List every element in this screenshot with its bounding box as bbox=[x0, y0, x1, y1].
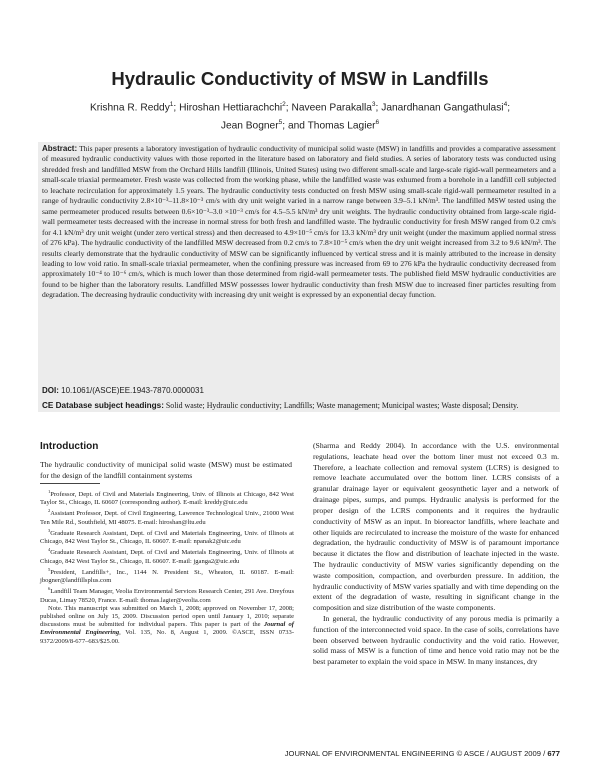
author-name: Krishna R. Reddy bbox=[89, 102, 170, 114]
intro-right-column bbox=[313, 441, 559, 668]
footnote: $^3$Graduate Research Assistant, Dept. of Civil and Materials Engineering, Univ. of Illinois at Chicago, 842 West Taylor St., Chicago, IL 60607. E-mail: npanak2@uic.edu bbox=[40, 527, 294, 546]
abstract-text: This paper presents a laboratory investigation of hydraulic conductivity of municipal solid waste (MSW) in landfills and provides a comparative assessment of measured hydraulic conductivity values with those reported in the literature based on laboratory and field studies. A series of laboratory tests was conducted using shredded fresh and landfilled MSW from the Orchard Hills landfill (Illinois, United States) using two different small-scale and large-scale rigid-wall permeameters and a small-scale triaxial permeameter. Fresh waste was collected from the working phase, while the landfilled waste was exhumed from a borehole in a landfill cell subjected to leachate recirculation for approximately 1.5 years. The hydraulic conductivity tests conducted on fresh MSW using small-scale rigid-wall permeameter resulted in a range of hydraulic conductivity 2.8×10⁻³–11.8×10⁻³ cm/s with dry unit weight varied in a narrow range between 3.9–5.1 kN/m³. The landfilled MSW tested using the same permeameter produced results between 0.6×10⁻³–3.0 ×10⁻³ cm/s for 4.5–5.5 kN/m³ dry unit weights. The hydraulic conductivity obtained from large-scale rigid-wall permeameter tests decreased with the increase in normal stress for both fresh and landfilled waste. The hydraulic conductivity for fresh MSW ranged from 0.2 cm/s for 4.1 kN/m³ dry unit weight (under zero vertical stress) and then decreased to 4.9×10⁻⁵ cm/s for 13.3 kN/m³ dry unit weight (under the maximum applied normal stress of 276 kPa). The hydraulic conductivity of the landfilled MSW decreased from 0.2 cm/s to 7.8×10⁻⁵ cm/s when the dry unit weight increased from 3.2 to 9.6 kN/m³. The results clearly demonstrate that the hydraulic conductivity of MSW can be significantly influenced by vertical stress and it is mainly attributed to the increase in density leading to low void ratio. In small-scale triaxial permeameter, when the confining pressure was increased from 69 to 276 kPa the hydraulic conductivity decreased from approximately 10⁻⁴ to 10⁻⁶ cm/s, which is much lower than those determined from rigid-wall permeameter tests. The published field MSW hydraulic conductivities are found to be higher than the laboratory results. Landfilled MSW possesses lower hydraulic conductivity than fresh MSW due to increased finer particles resulting from degradation. The decreasing hydraulic conductivity with increasing dry unit weight is expressed by an exponential decay function. bbox=[42, 144, 556, 300]
footnote: $^2$Assistant Professor, Dept. of Civil Engineering, Lawrence Technological Univ., 21000 West Ten Mile Rd., Southfield, MI 48075. E-mail: hiroshan@ltu.edu bbox=[40, 508, 294, 526]
doi-value[interactable]: 10.1061/(ASCE)EE.1943-7870.0000031 bbox=[61, 386, 204, 395]
intro-left-paragraph: The hydraulic conductivity of municipal solid waste (MSW) must be estimated for the design of the landfill containment systems bbox=[40, 460, 292, 480]
subject-headings-text: Solid waste; Hydraulic conductivity; Landfills; Waste management; Municipal wastes; Waste disposal; Density. bbox=[165, 401, 519, 410]
footnote: $^4$Graduate Research Assistant, Dept. of Civil and Materials Engineering, Univ. of Illinois at Chicago, 842 West Taylor St., Chicago, IL 60607. E-mail: jganga2@uic.edu bbox=[40, 547, 294, 565]
intro-paragraph: In general, the hydraulic conductivity of any porous media is primarily a function of the interconnected void space. In the case of soils, correlations have been observed between hydraulic conductivity and the void ratio. However, solid mass of MSW is a function of time and hence void ratio may not be the best parameter to explain the void space in MSW. In many instances, dry bbox=[313, 614, 559, 667]
page-number: 677 bbox=[547, 749, 560, 758]
footnote: $^1$Professor, Dept. of Civil and Materials Engineering, Univ. of Illinois at Chicago, 842 West Taylor St., Chicago, IL 60607 (corresponding author). E-mail: kreddy@uic.edu bbox=[40, 489, 294, 507]
author-list: Krishna R. Reddy$^1$; Hiroshan Hettiarachchi$^2$; Naveen Parakalla$^3$; Janardhanan Gangathulasi$^4$; Jean Bogner$^5$; and Thomas Lagier$^6$ bbox=[89, 101, 511, 132]
abstract bbox=[42, 144, 556, 301]
doi-label: DOI: bbox=[42, 386, 59, 395]
section-heading-introduction: Introduction bbox=[40, 441, 99, 452]
page-footer bbox=[230, 749, 560, 758]
author-name: and Thomas Lagier bbox=[287, 120, 376, 132]
footnote: $^6$Landfill Team Manager, Veolia Environmental Services Research Center, 291 Ave. Dreyfous Ducas, Limay 78520, France. E-mail: thomas.lagier@veolia.com bbox=[40, 586, 294, 604]
abstract-label: Abstract: bbox=[42, 144, 78, 153]
footnote: $^5$President, Landfills+, Inc., 1144 N. President St., Wheaton, IL 60187. E-mail: jbogner@landfillsplus.com bbox=[40, 566, 294, 585]
author-name: Hiroshan Hettiarachchi bbox=[179, 102, 283, 114]
subject-headings bbox=[42, 400, 556, 412]
footnote-divider bbox=[40, 483, 100, 484]
paper-title: Hydraulic Conductivity of MSW in Landfills bbox=[111, 68, 489, 89]
submission-note: Note. This manuscript was submitted on March 1, 2008; approved on November 17, 2008; published online on July 15, 2009. Discussion period open until January 1, 2010; separate discussions must be submitted for individual papers. This paper is part of the Journal of Environmental Engineering, Vol. 135, No. 8, August 1, 2009. ©ASCE, ISSN 0733-9372/2009/8-677–683/$25.00. bbox=[40, 604, 294, 645]
author-name: Janardhanan Gangathulasi bbox=[381, 102, 504, 114]
author-footnotes bbox=[40, 488, 294, 646]
journal-footer-text: JOURNAL OF ENVIRONMENTAL ENGINEERING © ASCE / AUGUST 2009 / bbox=[284, 749, 546, 758]
author-name: Naveen Parakalla bbox=[291, 102, 372, 114]
subject-headings-label: CE Database subject headings: bbox=[42, 401, 164, 410]
doi-line bbox=[42, 386, 204, 395]
author-name: Jean Bogner bbox=[220, 120, 279, 132]
intro-paragraph: (Sharma and Reddy 2004). In accordance with the U.S. environmental regulations, leachate head over the bottom liner must not exceed 0.3 m. Therefore, a leachate collection and removal system (LCRS) is designed to remove leachate accumulated over the bottom liner. LCRS consists of a granular drainage layer or equivalent geosynthetic layer and a network of drainage pipes, sumps, and pumps. Hydraulic analysis is performed for the proper design of the LCRS components and it requires the hydraulic conductivity of MSW as an input. In bioreactor landfills, where leachate and other liquids are recirculated to increase the moisture of the waste for enhanced degradation, the hydraulic conductivity of MSW is of paramount importance because it dictates the flow and distribution of leachate injected in the waste. The hydraulic conductivity of MSW varies significantly depending on the waste composition, compaction, and overburden pressure. In addition, the hydraulic conductivity of MSW varies spatially and with time depending on the extent of the degradation of waste, resulting in significant change in the composition and size distribution of the waste components. bbox=[313, 441, 559, 613]
